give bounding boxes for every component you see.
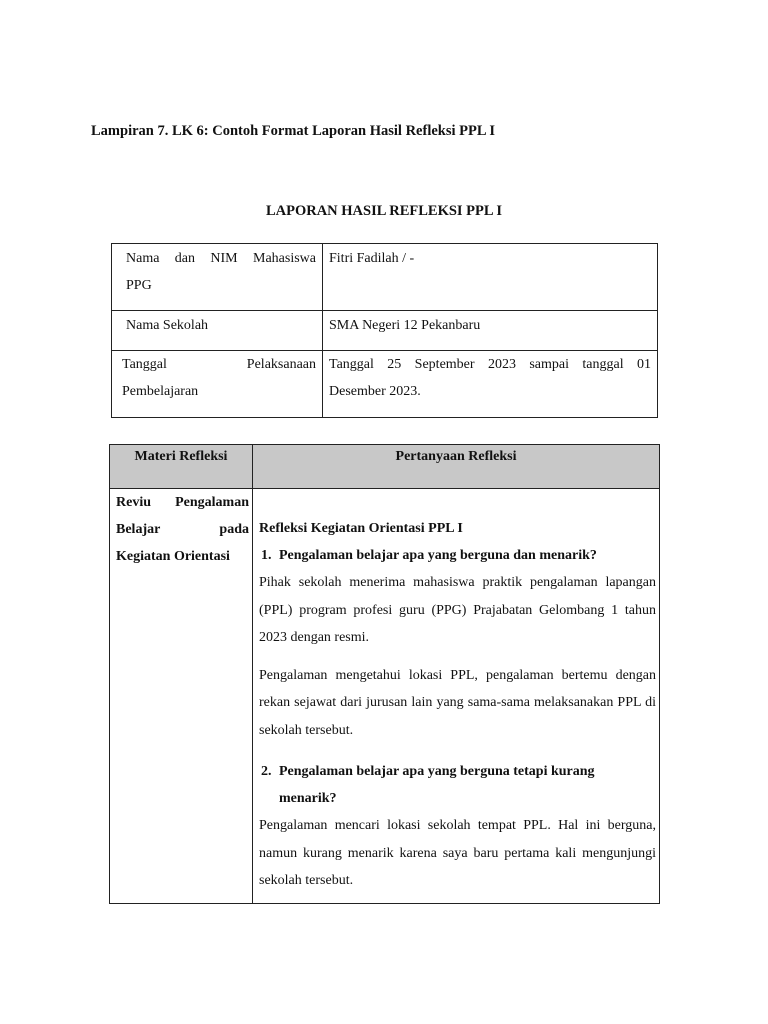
label-line: Nama dan NIM Mahasiswa — [126, 251, 316, 266]
date-value — [323, 351, 658, 418]
name-nim-value — [323, 244, 658, 311]
question-cell — [253, 489, 660, 904]
value-line: Desember 2023. — [329, 384, 421, 399]
material-cell — [110, 489, 253, 904]
answer-paragraph: Pengalaman mencari lokasi sekolah tempat PPL. Hal ini berguna, namun kurang menarik karena saya baru pertama kali mengunjungi sekolah tersebut. — [259, 818, 656, 888]
reflection-table — [109, 444, 660, 904]
question-text: Pengalaman belajar apa yang berguna tetapi kurang menarik? — [279, 764, 595, 806]
material-line: Kegiatan Orientasi — [116, 549, 230, 564]
table-row — [110, 489, 660, 904]
question-text: Pengalaman belajar apa yang berguna dan menarik? — [279, 548, 597, 563]
report-title: LAPORAN HASIL REFLEKSI PPL I — [265, 203, 503, 219]
table-row — [112, 351, 658, 418]
question-2 — [259, 758, 656, 812]
table-row — [112, 244, 658, 311]
question-1 — [259, 542, 656, 569]
answer-paragraph: Pengalaman mengetahui lokasi PPL, pengalaman bertemu dengan rekan sejawat dari jurusan lain yang sama-sama melaksanakan PPL di sekolah tersebut. — [259, 667, 656, 738]
question-number: 1. — [261, 548, 272, 563]
appendix-title: Lampiran 7. LK 6: Contoh Format Laporan Hasil Refleksi PPL I — [91, 123, 496, 139]
label-line: Nama Sekolah — [126, 318, 209, 333]
question-number: 2. — [261, 764, 272, 779]
school-value — [323, 311, 658, 351]
material-line: Belajar pada — [116, 522, 249, 537]
label-line: Pembelajaran — [122, 384, 199, 399]
date-label — [112, 351, 323, 418]
label-line: Tanggal Pelaksanaan — [122, 357, 316, 372]
school-label — [112, 311, 323, 351]
table-row — [112, 311, 658, 351]
header-question: Pertanyaan Refleksi — [253, 445, 660, 489]
value-line: Tanggal 25 September 2023 sampai tanggal 01 — [329, 357, 651, 372]
table-header-row — [110, 445, 660, 489]
header-material: Materi Refleksi — [110, 445, 253, 489]
value-line: Fitri Fadilah / - — [329, 251, 415, 266]
material-line: Reviu Pengalaman — [116, 495, 249, 510]
answer-paragraph: Pihak sekolah menerima mahasiswa praktik pengalaman lapangan (PPL) program profesi guru (PPG) Prajabatan Gelombang 1 tahun 2023 dengan resmi. — [259, 575, 656, 645]
value-line: SMA Negeri 12 Pekanbaru — [329, 318, 481, 333]
identity-table — [111, 243, 658, 418]
name-nim-label — [112, 244, 323, 311]
label-line: PPG — [126, 278, 152, 293]
section-title: Refleksi Kegiatan Orientasi PPL I — [259, 521, 463, 536]
